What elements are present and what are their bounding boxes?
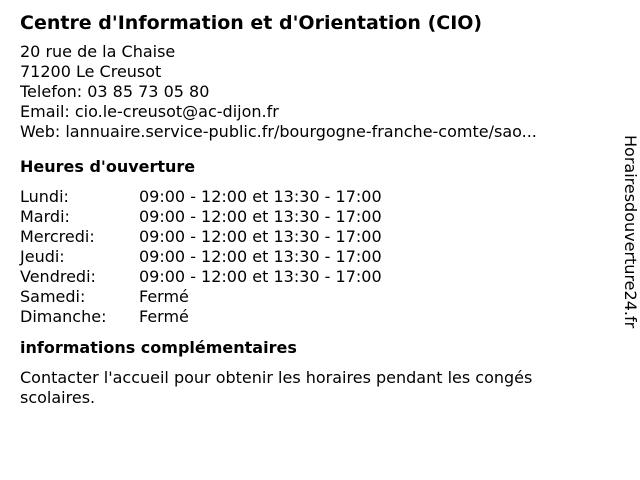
hours-row-thursday: [20, 247, 610, 267]
day-label: Mercredi:: [20, 227, 95, 246]
day-hours: 09:00 - 12:00 et 13:30 - 17:00: [139, 267, 382, 286]
day-hours: Fermé: [139, 287, 189, 306]
day-hours: 09:00 - 12:00 et 13:30 - 17:00: [139, 227, 382, 246]
opening-hours-heading: Heures d'ouverture: [20, 157, 196, 176]
day-label: Jeudi:: [20, 247, 65, 266]
city-address: 71200 Le Creusot: [20, 62, 162, 81]
page-title: Centre d'Information et d'Orientation (CIO): [20, 12, 483, 34]
street-address: 20 rue de la Chaise: [20, 42, 176, 61]
day-label: Lundi:: [20, 187, 69, 206]
hours-row-saturday: [20, 287, 610, 307]
day-label: Vendredi:: [20, 267, 96, 286]
business-card: [20, 10, 610, 408]
hours-row-friday: [20, 267, 610, 287]
hours-row-tuesday: [20, 207, 610, 227]
phone-number: Telefon: 03 85 73 05 80: [20, 82, 210, 101]
day-label: Dimanche:: [20, 307, 107, 326]
day-hours: 09:00 - 12:00 et 13:30 - 17:00: [139, 247, 382, 266]
day-label: Samedi:: [20, 287, 86, 306]
email-address: Email: cio.le-creusot@ac-dijon.fr: [20, 102, 279, 121]
hours-row-monday: [20, 187, 610, 207]
day-hours: Fermé: [139, 307, 189, 326]
additional-info-heading: informations complémentaires: [20, 338, 297, 357]
website-link[interactable]: Web: lannuaire.service-public.fr/bourgogne-franche-comte/sao...: [20, 122, 537, 141]
address-block: [20, 42, 610, 142]
hours-row-sunday: [20, 307, 610, 327]
opening-hours-table: [20, 187, 610, 327]
day-hours: 09:00 - 12:00 et 13:30 - 17:00: [139, 187, 382, 206]
brand-watermark: Horairesdouverture24.fr: [621, 135, 640, 329]
hours-row-wednesday: [20, 227, 610, 247]
day-label: Mardi:: [20, 207, 70, 226]
additional-info-text: Contacter l'accueil pour obtenir les horaires pendant les congés scolaires.: [20, 368, 533, 407]
day-hours: 09:00 - 12:00 et 13:30 - 17:00: [139, 207, 382, 226]
